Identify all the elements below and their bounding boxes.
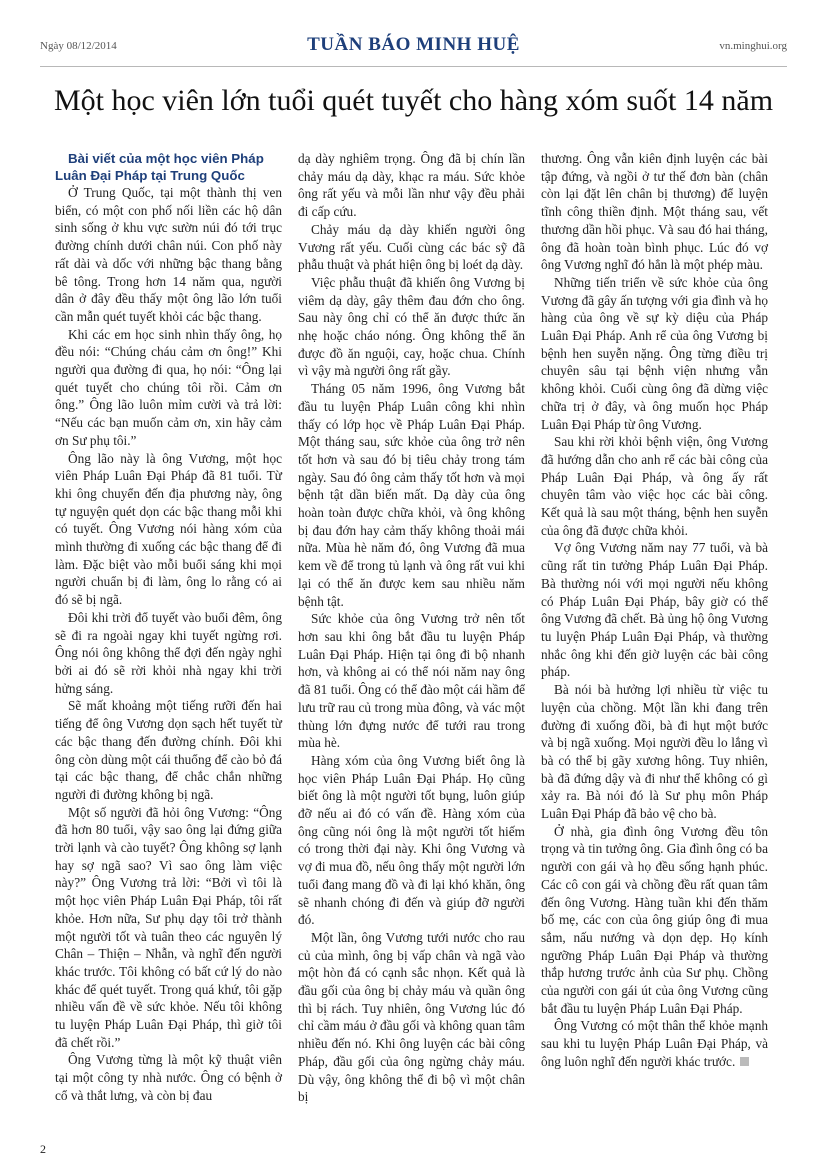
paragraph: Đôi khi trời đổ tuyết vào buổi đêm, ông sẽ đi ra ngoài ngay khi tuyết ngừng rơi. Ông nói ông không thể đợi đến ngày nghỉ bởi ai đó sẽ rời khỏi nhà ngay khi trời hửng sáng. (55, 609, 282, 696)
article-byline: Bài viết của một học viên Pháp Luân Đại Pháp tại Trung Quốc (55, 151, 264, 183)
paragraph: Ở nhà, gia đình ông Vương đều tôn trọng và tin tưởng ông. Gia đình ông có ba người con gái và họ đều sống hạnh phúc. Các cô con gái và chồng đều rất quan tâm đến ông Vương. Hàng tuần khi đến thăm bố mẹ, các con của ông giúp ông đi mua sắm, nấu nướng và dọn dẹp. Họ kính ngưỡng Pháp Luân Đại Pháp và thường thắp hương trước ảnh của Sư phụ. Chồng của người con gái út của ông Vương cũng bắt đầu tu luyện Pháp Luân Đại Pháp. (541, 823, 768, 1016)
paragraph: thương. Ông vẫn kiên định luyện các bài tập đứng, và ngồi ở tư thế đơn bàn (chân còn lại đặt lên chân bị thương) để luyện tĩnh công thiền định. Một tháng sau, vết thương dần hồi phục. Và sau đó hai tháng, ông đã hoàn toàn bình phục. Lúc đó vợ ông Vương nghĩ đó hẳn là một phép màu. (541, 151, 768, 273)
paragraph: Sẽ mất khoảng một tiếng rưỡi đến hai tiếng để ông Vương dọn sạch hết tuyết từ các bậc thang đến đường chính. Đôi khi ông còn dùng một cái thuổng để cào bỏ đá tại các bậc thang, để chắc chắn những người đi đường không bị ngã. (55, 698, 282, 802)
end-of-article-mark (740, 1057, 749, 1066)
article-column-3 (541, 150, 768, 1071)
paragraph: Sau khi rời khỏi bệnh viện, ông Vương đã hướng dẫn cho anh rể các bài công của Pháp Luân Đại Pháp, và ông ấy rất chuyên tâm vào việc học các bài công. Kết quả là sau một tháng, bệnh hen suyễn của ông đã được chữa khỏi. (541, 434, 768, 538)
issue-date: Ngày 08/12/2014 (40, 40, 117, 52)
paragraph: Một số người đã hỏi ông Vương: “Ông đã hơn 80 tuổi, vậy sao ông lại đứng giữa trời lạnh và cào tuyết? Ông không sợ lạnh hay sợ ngã sao? Vì sao ông làm việc này?” Ông Vương trả lời: “Bởi vì tôi là một học viên Pháp Luân Đại Pháp, tôi rất khỏe. Hơn nữa, Sư phụ dạy tôi trở thành một người tốt và tuân theo các nguyên lý Chân – Thiện – Nhẫn, và nghĩ đến người khác trước. Tôi không có bất cứ lý do nào khác để quét tuyết. Trong quá khứ, tôi gặp nhiều vấn đề về sức khỏe. Nếu tôi không tu luyện Pháp Luân Đại Pháp, thì giờ tôi đã chết rồi.” (55, 804, 282, 1050)
paragraph: Bà nói bà hưởng lợi nhiều từ việc tu luyện của chồng. Một lần khi đang trên đường đi xuống đồi, bà đi hụt một bước và bị ngã xuống. Mọi người đều lo lắng vì bà có thể bị gãy xương hông. Tuy nhiên, bà đã đứng dậy và đi như thể không có gì xảy ra. Bà nói đó là Sư phụ môn Pháp Luân Đại Pháp đã bảo vệ cho bà. (541, 682, 768, 822)
paragraph: Hàng xóm của ông Vương biết ông là học viên Pháp Luân Đại Pháp. Họ cũng biết ông là một người tốt bụng, luôn giúp đỡ nếu ai đó có vấn đề. Hàng xóm của ông cũng nói ông là một người tốt hiếm có trong thời đại này. Khi ông Vương và vợ đi mua đồ, nếu ông thấy một người lớn tuổi đang mang đồ và đi lại khó khăn, ông sẽ nhanh chóng đi đến và giúp đỡ người đó. (298, 752, 525, 928)
paragraph: Những tiến triển về sức khỏe của ông Vương đã gây ấn tượng với gia đình và họ hàng của ông về sự kỳ diệu của Pháp Luân Đại Pháp. Anh rể của ông Vương bị bệnh hen suyễn nặng. Ông từng điều trị chuyên sâu tại bệnh viện nhưng vẫn không khỏi. Cuối cùng ông đã dừng việc chữa trị ở đây, và ông muốn học Pháp Luân Đại Pháp từ ông Vương. (541, 274, 768, 432)
article-column-2 (298, 150, 525, 1106)
article-column-1 (55, 150, 282, 1105)
paragraph: Ở Trung Quốc, tại một thành thị ven biển, có một con phố nối liền các hộ dân sinh sống ở khu vực sườn núi đó tới trục đường chính dưới chân núi. Con phố này rất dài và dốc với những bậc thang bằng bê tông. Trong hơn 14 năm qua, người dân ở đây đều thấy một ông lão lớn tuổi cần mẫn quét tuyết khỏi các bậc thang. (55, 185, 282, 324)
paragraph (541, 1017, 768, 1070)
paragraph: Vợ ông Vương năm nay 77 tuổi, và bà cũng rất tin tưởng Pháp Luân Đại Pháp. Bà thường nói với mọi người nếu không có Pháp Luân Đại Pháp, bây giờ có thể ông Vương đã chết. Bà ủng hộ ông Vương tu luyện Pháp Luân Đại Pháp, và thường nhắc ông khi đến giờ luyện các bài công pháp. (541, 540, 768, 680)
article-title: Một học viên lớn tuổi quét tuyết cho hàng xóm suốt 14 năm (53, 84, 774, 117)
paragraph: Khi các em học sinh nhìn thấy ông, họ đều nói: “Chúng cháu cảm ơn ông!” Khi người qua đường đi qua, họ nói: “Ông lại quét tuyết cho chúng tôi rồi. Cảm ơn ông.” Ông lão luôn mỉm cười và trả lời: “Nếu các bạn muốn cảm ơn, xin hãy cảm ơn Sư phụ tôi.” (55, 326, 282, 448)
paragraph: dạ dày nghiêm trọng. Ông đã bị chín lần chảy máu dạ dày, khạc ra máu. Sức khỏe ông rất yếu và mỗi lần như vậy đều phải đi cấp cứu. (298, 151, 525, 220)
paragraph: Ông Vương từng là một kỹ thuật viên tại một công ty nhà nước. Ông có bệnh ở cổ và thắt lưng, và còn bị đau (55, 1052, 282, 1103)
paragraph: Một lần, ông Vương tưới nước cho rau củ của mình, ông bị vấp chân và ngã vào một hòn đá có cạnh sắc nhọn. Kết quả là đầu gối của ông bị chảy máu và quần ông thì bị rách. Tuy nhiên, ông Vương lúc đó chỉ cầm máu ở đầu gối và không quan tâm nhiều đến nó. Khi ông luyện các bài công Pháp, đầu gối của ông ngừng chảy máu. Dù vậy, ông không thể đi bộ vì một chân bị (298, 929, 525, 1105)
paragraph: Chảy máu dạ dày khiến người ông Vương rất yếu. Cuối cùng các bác sỹ đã phẫu thuật và phát hiện ông bị loét dạ dày. (298, 221, 525, 273)
page-header (40, 34, 787, 62)
website-url: vn.minghui.org (719, 40, 787, 52)
page-number: 2 (40, 1142, 46, 1156)
publication-name: TUẦN BÁO MINH HUỆ (307, 34, 520, 55)
final-paragraph-text: Ông Vương có một thân thể khỏe mạnh sau khi tu luyện Pháp Luân Đại Pháp, và ông luôn nghĩ đến người khác trước. (541, 1018, 768, 1069)
paragraph: Sức khỏe của ông Vương trở nên tốt hơn sau khi ông bắt đầu tu luyện Pháp Luân Đại Pháp. Hiện tại ông đi bộ nhanh hơn, và không ai có thể nói năm nay ông đã 81 tuổi. Ông có thể đào một cái hầm để lưu trữ rau củ trong mùa đông, và vác một thùng lớn đựng nước để tưới rau trong mùa hè. (298, 611, 525, 751)
paragraph: Ông lão này là ông Vương, một học viên Pháp Luân Đại Pháp đã 81 tuổi. Từ khi ông chuyển đến địa phương này, ông tự nguyện quét dọn các bậc thang mỗi khi có tuyết. Ông Vương nói hàng xóm của mình thường đi xuống các bậc thang để đi làm. Đặc biệt vào mỗi buổi sáng khi mọi người chuẩn bị đi làm, ông lo rằng có ai đó sẽ bị ngã. (55, 450, 282, 608)
paragraph: Tháng 05 năm 1996, ông Vương bắt đầu tu luyện Pháp Luân công khi nhìn thấy có lớp học về Pháp Luân Đại Pháp. Một tháng sau, sức khỏe của ông trở nên tốt hơn và sau đó bị tiêu chảy trong tám ngày. Sau đó ông cảm thấy tốt hơn và mọi bệnh tật dần biến mất. Dạ dày của ông hoàn toàn được chữa khỏi, và ông không bị đau đớn hay cảm thấy không thoải mái nữa. Mùa hè năm đó, ông Vương đã mua kem về để trong tủ lạnh và ông rất vui khi lại có thể ăn được kem sau nhiều năm bệnh tật. (298, 381, 525, 609)
paragraph: Việc phẫu thuật đã khiến ông Vương bị viêm dạ dày, gây thêm đau đớn cho ông. Sau này ông chỉ có thể ăn được thức ăn nhẹ hoặc cháo nóng. Ông không thể ăn được đồ ăn nguội, cay, hoặc chua. Chính vì vậy mà người ông rất gầy. (298, 274, 525, 379)
header-divider (40, 66, 787, 67)
